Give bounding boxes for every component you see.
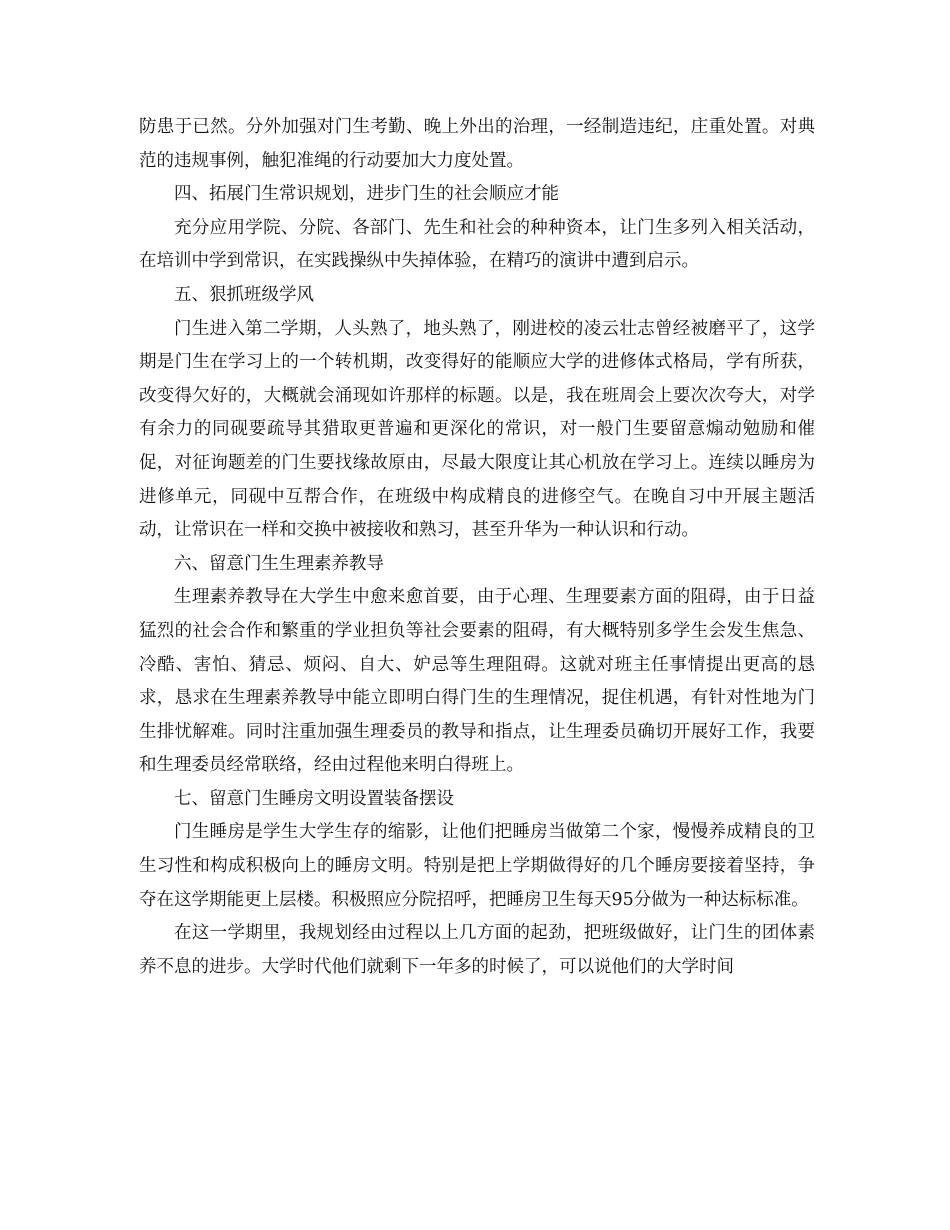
- paragraph-mental-health: 生理素养教导在大学生中愈来愈首要，由于心理、生理要素方面的阻碍，由于日益猛烈的社会合作和繁重的学业担负等社会要素的阻碍，有大概特别多学生会发生焦急、冷酷、害怕、猜忌、烦闷、自大、妒忌等生理阻碍。这就对班主任事情提出更高的恳求，恳求在生理素养教导中能立即明白得门生的生理情况，捉住机遇，有针对性地为门生排忧解难。同时注重加强生理委员的教导和指点，让生理委员确切开展好工作，我要和生理委员经常联络，经由过程他来明白得班上。: [139, 587, 815, 776]
- section-heading-4: 四、拓展门生常识规划，进步门生的社会顺应才能: [174, 184, 559, 205]
- section-heading-6: 六、留意门生生理素养教导: [174, 553, 384, 574]
- paragraph-study-style: 门生进入第二学期，人头熟了，地头熟了，刚进校的凌云壮志曾经被磨平了，这学期是门生在学习上的一个转机期，改变得好的能顺应大学的进修体式格局，学有所获，改变得欠好的，大概就会涌现如许那样的标题。以是，我在班周会上要次次夸大，对学有余力的同砚要疏导其猎取更普遍和更深化的常识，对一般门生要留意煽动勉励和催促，对征询题差的门生要找缘故原由，尽最大限度让其心机放在学习上。连续以睡房为进修单元，同砚中互帮合作，在班级中构成精良的进修空气。在晚自习中开展主题活动，让常识在一样和交换中被接收和熟习，甚至升华为一种认识和行动。: [139, 318, 815, 541]
- paragraph-dormitory-culture: 门生睡房是学生大学生存的缩影，让他们把睡房当做第二个家，慢慢养成精良的卫生习性和构成积极向上的睡房文明。特别是把上学期做得好的几个睡房要接着坚持，争夺在这学期能更上层楼。积极照应分院招呼，把睡房卫生每天95分做为一种达标标准。: [139, 822, 815, 910]
- paragraph-discipline-continuation: 防患于已然。分外加强对门生考勤、晚上外出的治理，一经制造违纪，庄重处置。对典范的违规事例，触犯准绳的行动要加大力度处置。: [139, 117, 815, 171]
- paragraph-conclusion: 在这一学期里，我规划经由过程以上几方面的起劲，把班级做好，让门生的团体素养不息的进步。大学时代他们就剩下一年多的时候了，可以说他们的大学时间: [139, 923, 815, 977]
- section-heading-7: 七、留意门生睡房文明设置装备摆设: [174, 788, 454, 809]
- section-heading-5: 五、狠抓班级学风: [174, 284, 314, 305]
- paragraph-knowledge-expansion: 充分应用学院、分院、各部门、先生和社会的种种资本，让门生多列入相关活动，在培训中学到常识，在实践操纵中失掉体验，在精巧的演讲中遭到启示。: [139, 217, 815, 272]
- document-page: [139, 111, 815, 984]
